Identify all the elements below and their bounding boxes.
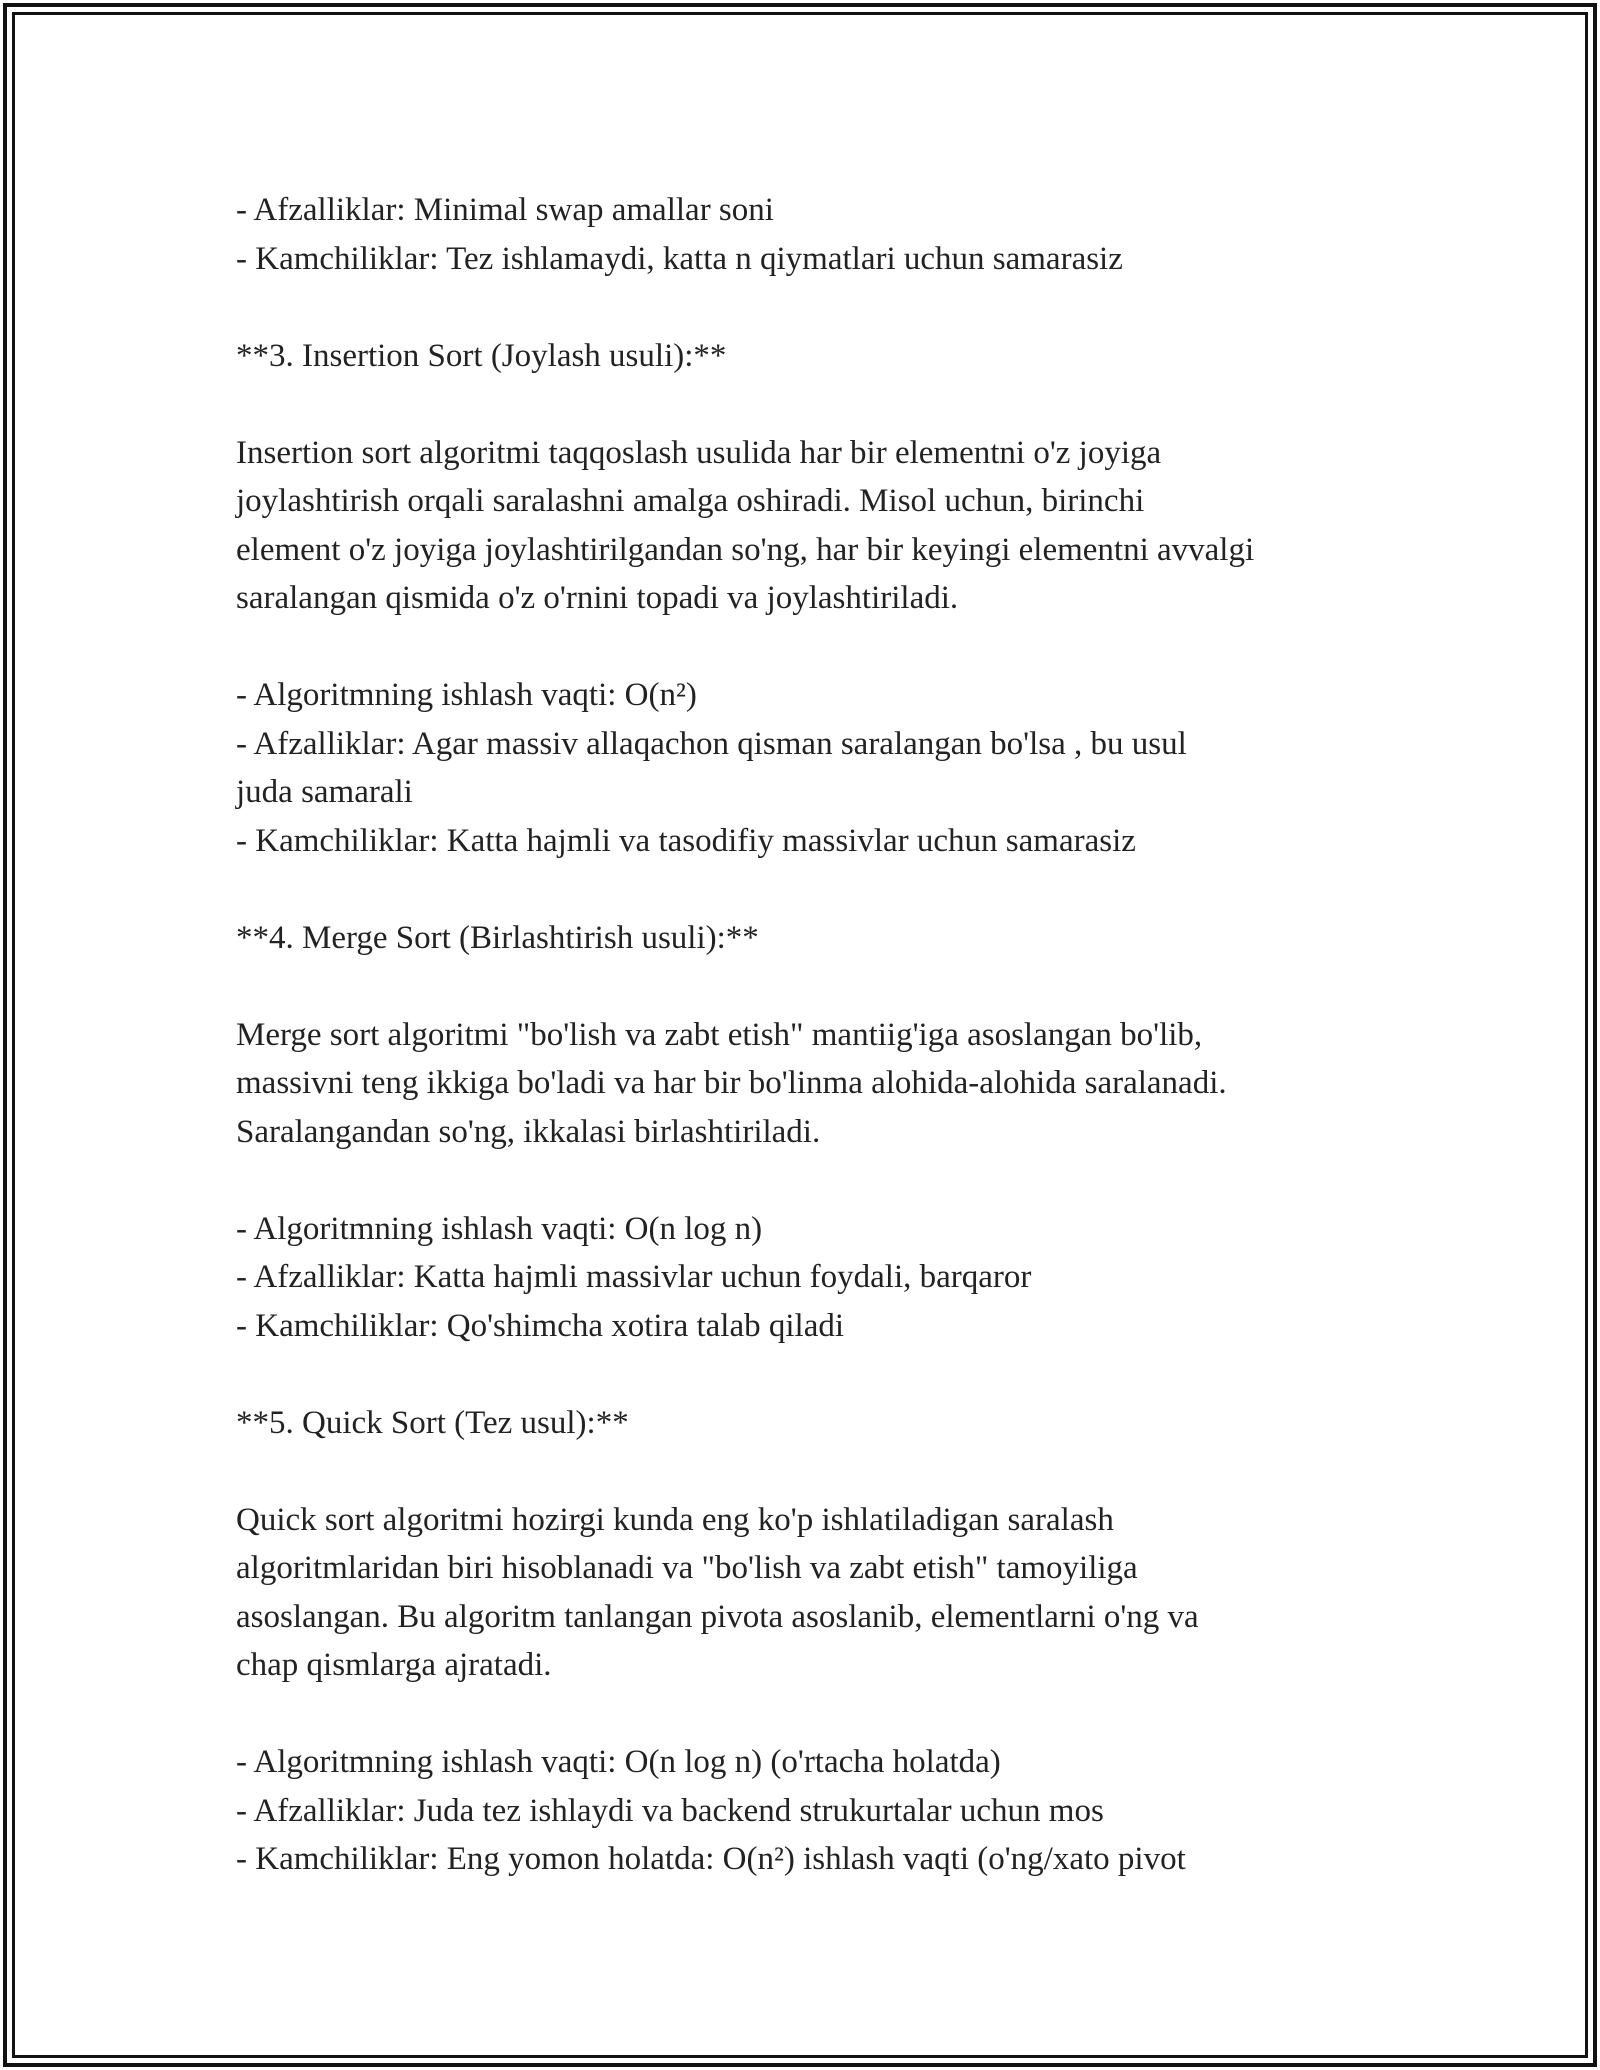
paragraph-line: asoslangan. Bu algoritm tanlangan pivota asoslanib, elementlarni o'ng va: [236, 1598, 1199, 1635]
blank-line: [236, 1690, 1386, 1739]
paragraph-line: saralangan qismida o'z o'rnini topadi va joylashtiriladi.: [236, 580, 959, 616]
section-heading: **4. Merge Sort (Birlashtirish usuli):**: [236, 919, 759, 956]
blank-line: [236, 962, 1386, 1011]
bullet-line: - Algoritmning ishlash vaqti: O(n log n) (o'rtacha holatda): [236, 1744, 1001, 1780]
blank-line: [236, 1447, 1386, 1496]
paragraph-line: joylashtirish orqali saralashni amalga oshiradi. Misol uchun, birinchi: [236, 483, 1145, 519]
blank-line: [236, 1350, 1386, 1399]
bullet-line: - Kamchiliklar: Tez ishlamaydi, katta n qiymatlari uchun samarasiz: [236, 240, 1123, 277]
paragraph-line: Saralangandan so'ng, ikkalasi birlashtiriladi.: [236, 1113, 821, 1150]
bullet-line: - Afzalliklar: Minimal swap amallar soni: [236, 192, 774, 228]
bullet-line: - Kamchiliklar: Katta hajmli va tasodifiy massivlar uchun samarasiz: [236, 822, 1136, 859]
paragraph-line: chap qismlarga ajratadi.: [236, 1647, 552, 1683]
bullet-line: - Algoritmning ishlash vaqti: O(n²): [236, 677, 697, 713]
paragraph-line: Merge sort algoritmi "bo'lish va zabt etish" mantiig'iga asoslangan bo'lib,: [236, 1016, 1203, 1053]
blank-line: [236, 283, 1386, 332]
section-heading: **5. Quick Sort (Tez usul):**: [236, 1404, 629, 1441]
paragraph-line: element o'z joyiga joylashtirilgandan so'ng, har bir keyingi elementni avvalgi: [236, 531, 1255, 568]
document-body: [236, 186, 1386, 1884]
bullet-line: - Kamchiliklar: Qo'shimcha xotira talab qiladi: [236, 1307, 845, 1344]
bullet-line: - Algoritmning ishlash vaqti: O(n log n): [236, 1210, 763, 1247]
blank-line: [236, 865, 1386, 914]
bullet-line: - Afzalliklar: Katta hajmli massivlar uchun foydali, barqaror: [236, 1259, 1032, 1295]
paragraph-line: juda samarali: [236, 774, 413, 810]
bullet-line: - Kamchiliklar: Eng yomon holatda: O(n²) ishlash vaqti (o'ng/xato pivot: [236, 1841, 1186, 1877]
blank-line: [236, 1156, 1386, 1205]
paragraph-line: Quick sort algoritmi hozirgi kunda eng ko'p ishlatiladigan saralash: [236, 1501, 1114, 1538]
paragraph-line: algoritmlaridan biri hisoblanadi va "bo'lish va zabt etish" tamoyiliga: [236, 1550, 1138, 1586]
paragraph-line: Insertion sort algoritmi taqqoslash usulida har bir elementni o'z joyiga: [236, 434, 1162, 471]
blank-line: [236, 380, 1386, 429]
blank-line: [236, 623, 1386, 672]
section-heading: **3. Insertion Sort (Joylash usuli):**: [236, 337, 727, 374]
bullet-line: - Afzalliklar: Agar massiv allaqachon qisman saralangan bo'lsa , bu usul: [236, 725, 1187, 762]
paragraph-line: massivni teng ikkiga bo'ladi va har bir bo'linma alohida-alohida saralanadi.: [236, 1065, 1227, 1101]
bullet-line: - Afzalliklar: Juda tez ishlaydi va backend strukurtalar uchun mos: [236, 1792, 1104, 1829]
